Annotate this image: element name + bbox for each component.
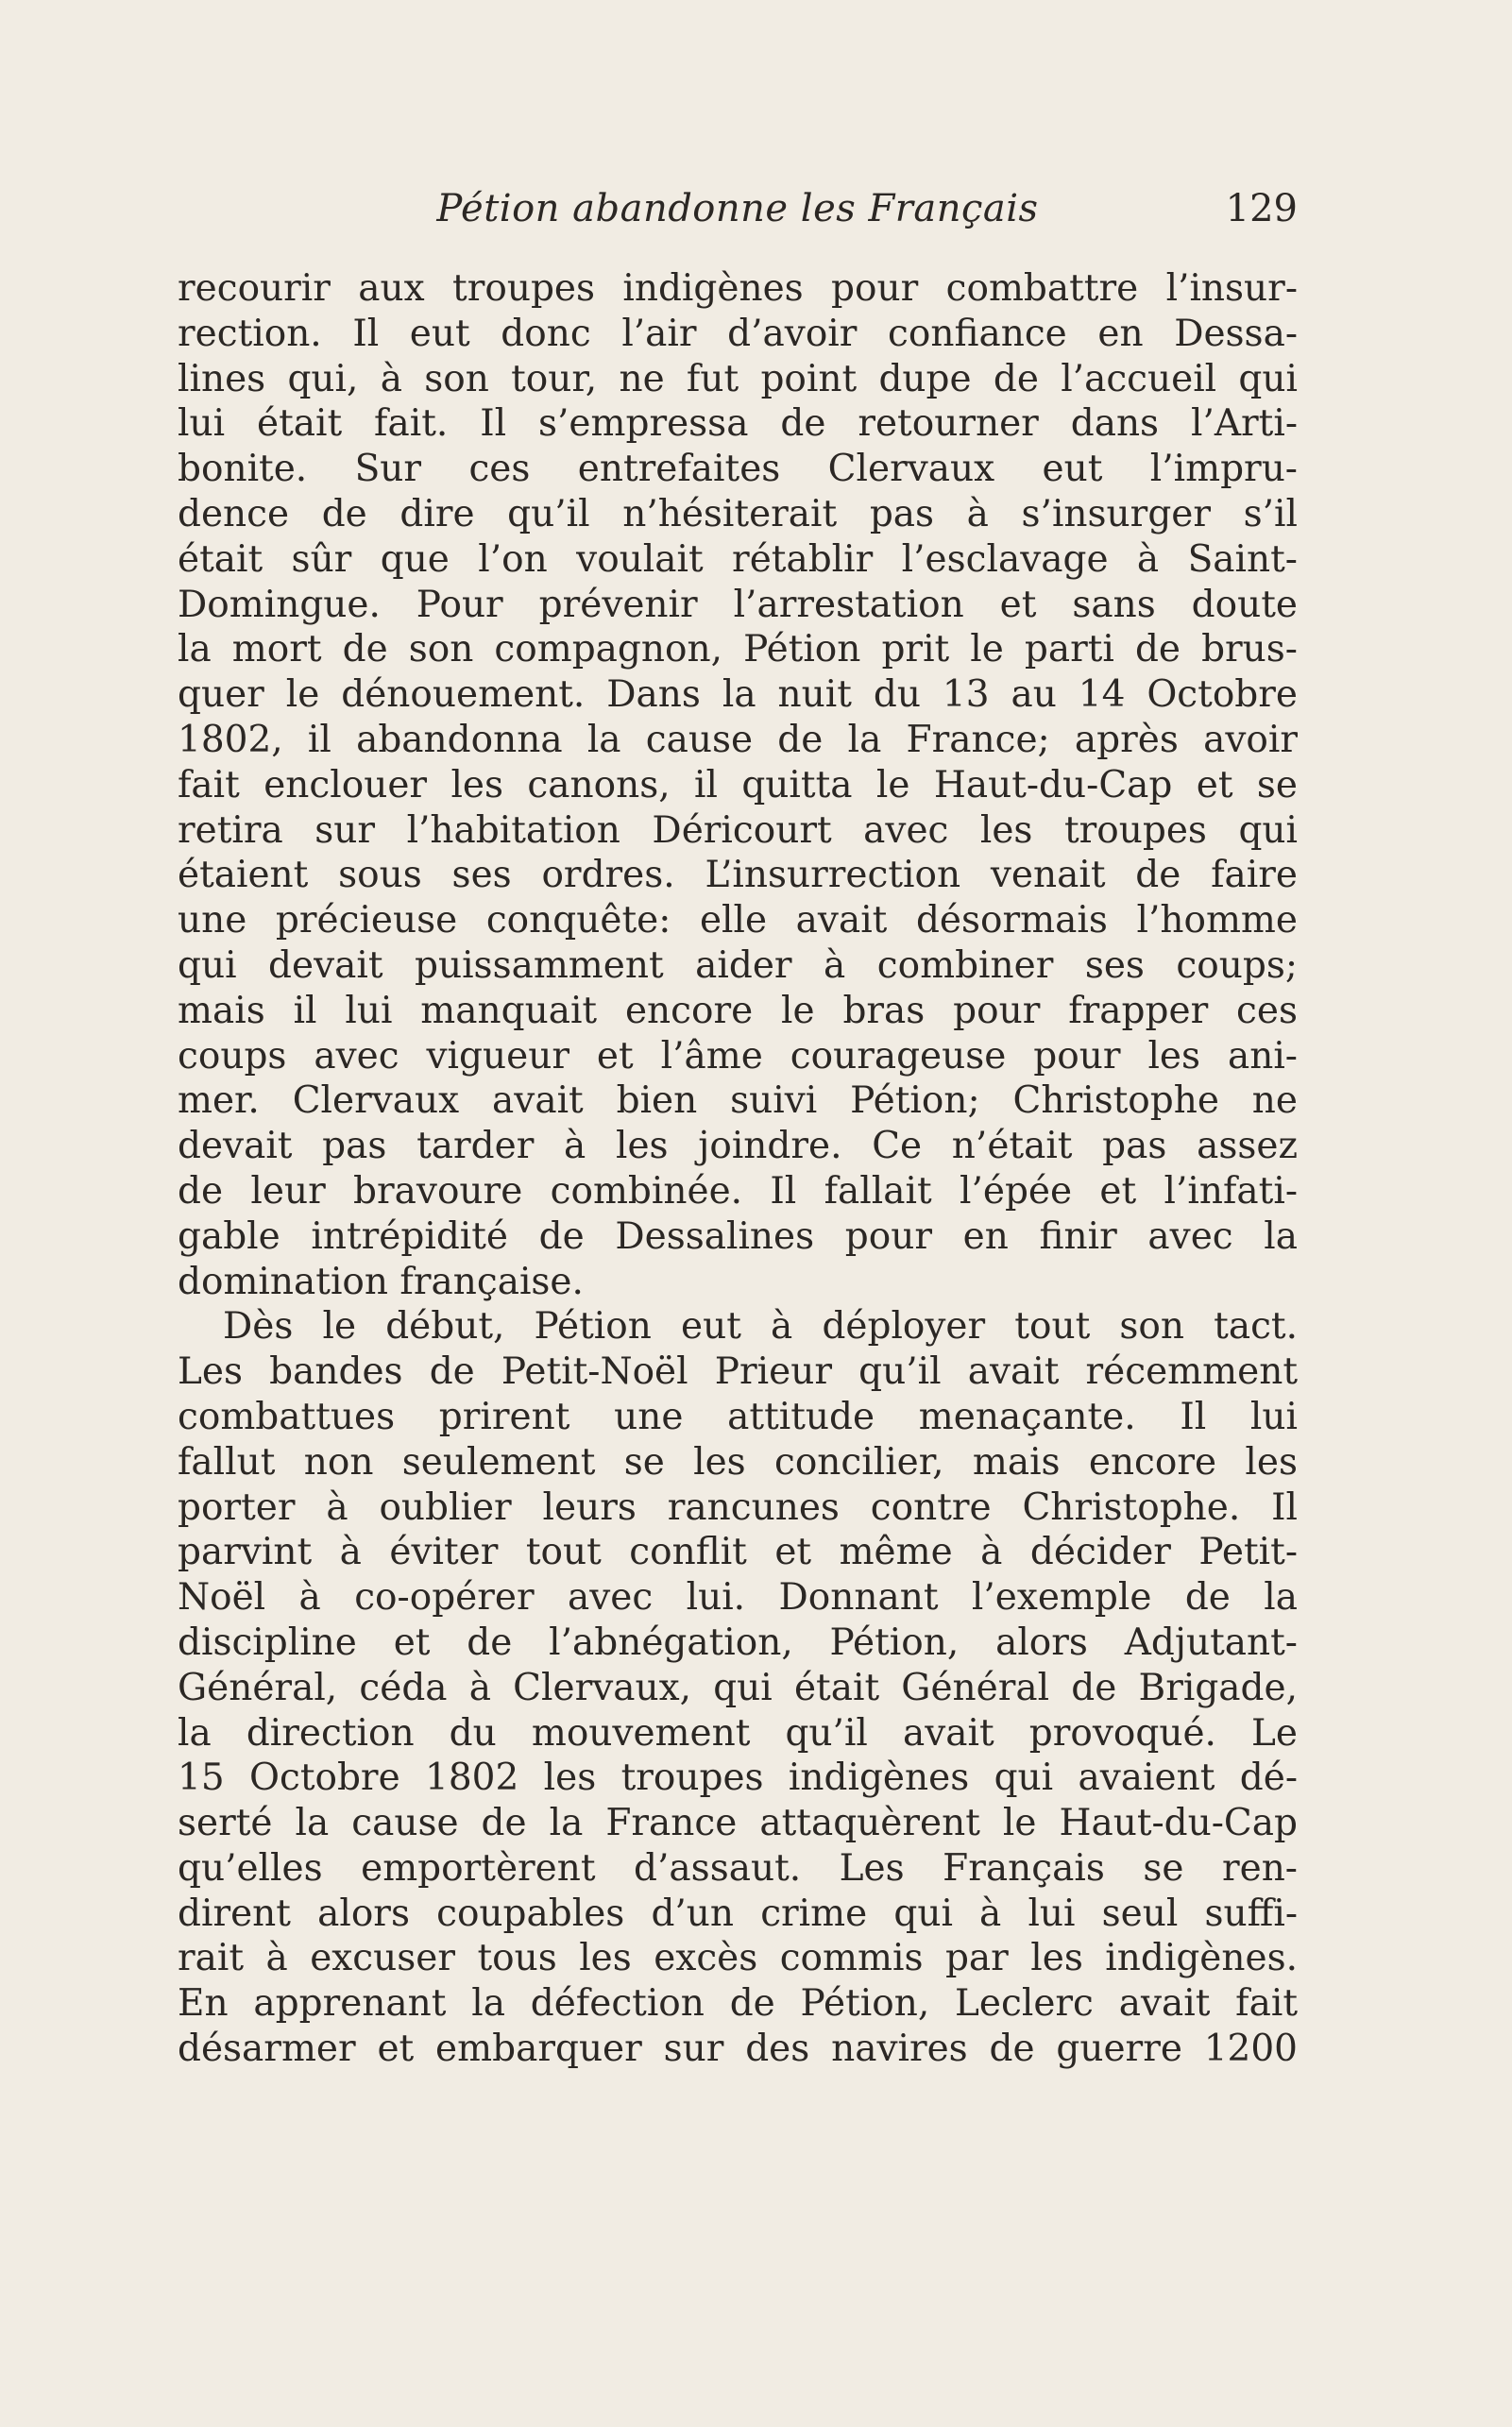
text-line: qui devait puissamment aider à combiner ses coups;	[178, 943, 1298, 987]
text-line: de leur bravoure combinée. Il fallait l’épée et l’infati-	[178, 1169, 1298, 1213]
text-line: bonite. Sur ces entrefaites Clervaux eut l’impru-	[178, 448, 1298, 491]
text-line: gable intrépidité de Dessalines pour en finir avec la	[178, 1214, 1298, 1258]
page-number: 129	[1225, 187, 1298, 230]
text-line: recourir aux troupes indigènes pour combattre l’insur-	[178, 267, 1298, 310]
text-line: devait pas tarder à les joindre. Ce n’était pas assez	[178, 1125, 1298, 1168]
text-line: coups avec vigueur et l’âme courageuse pour les ani-	[178, 1034, 1298, 1078]
text-line: lui était fait. Il s’empressa de retourner dans l’Arti-	[178, 402, 1298, 446]
text-line: mer. Clervaux avait bien suivi Pétion; Christophe ne	[178, 1079, 1298, 1123]
running-head-title: Pétion abandonne les Français	[436, 187, 1039, 230]
text-line: mais il lui manquait encore le bras pour frapper ces	[178, 989, 1298, 1032]
text-line: Général, céda à Clervaux, qui était Général de Brigade,	[178, 1666, 1298, 1709]
text-line: fallut non seulement se les concilier, mais encore les	[178, 1440, 1298, 1484]
text-line: la mort de son compagnon, Pétion prit le parti de brus-	[178, 628, 1298, 671]
text-line: dence de dire qu’il n’hésiterait pas à s’insurger s’il	[178, 492, 1298, 535]
text-line: 15 Octobre 1802 les troupes indigènes qui avaient dé-	[178, 1757, 1298, 1800]
body-text	[178, 266, 1298, 2072]
text-line: domination française.	[178, 1260, 584, 1303]
text-line: rait à excuser tous les excès commis par les indigènes.	[178, 1937, 1298, 1980]
text-line: porter à oublier leurs rancunes contre Christophe. Il	[178, 1485, 1298, 1529]
text-line: quer le dénouement. Dans la nuit du 13 au 14 Octobre	[178, 673, 1298, 717]
text-line: qu’elles emportèrent d’assaut. Les Français se ren-	[178, 1846, 1298, 1890]
text-line: En apprenant la défection de Pétion, Leclerc avait fait	[178, 1982, 1298, 2026]
text-line: 1802, il abandonna la cause de la France; après avoir	[178, 718, 1298, 761]
text-line: rection. Il eut donc l’air d’avoir confiance en Dessa-	[178, 312, 1298, 355]
text-line: la direction du mouvement qu’il avait provoqué. Le	[178, 1711, 1298, 1755]
text-line: Dès le début, Pétion eut à déployer tout son tact.	[223, 1305, 1298, 1349]
text-line: était sûr que l’on voulait rétablir l’esclavage à Saint-	[178, 537, 1298, 581]
text-line: fait enclouer les canons, il quitta le Haut-du-Cap et se	[178, 763, 1298, 806]
text-line: Noël à co-opérer avec lui. Donnant l’exemple de la	[178, 1576, 1298, 1620]
text-line: lines qui, à son tour, ne fut point dupe de l’accueil qui	[178, 357, 1298, 400]
text-line: Domingue. Pour prévenir l’arrestation et sans doute	[178, 583, 1298, 626]
text-line: une précieuse conquête: elle avait désormais l’homme	[178, 899, 1298, 942]
text-line: combattues prirent une attitude menaçante. Il lui	[178, 1395, 1298, 1438]
text-line: serté la cause de la France attaquèrent le Haut-du-Cap	[178, 1802, 1298, 1845]
text-line: parvint à éviter tout conflit et même à décider Petit-	[178, 1531, 1298, 1574]
text-line: dirent alors coupables d’un crime qui à lui seul suffi-	[178, 1892, 1298, 1935]
text-line: discipline et de l’abnégation, Pétion, alors Adjutant-	[178, 1621, 1298, 1664]
text-line: retira sur l’habitation Déricourt avec les troupes qui	[178, 808, 1298, 852]
text-line: étaient sous ses ordres. L’insurrection venait de faire	[178, 854, 1298, 897]
text-line: désarmer et embarquer sur des navires de guerre 1200	[178, 2028, 1298, 2071]
text-line: Les bandes de Petit-Noël Prieur qu’il avait récemment	[178, 1350, 1298, 1394]
running-head	[178, 182, 1298, 235]
